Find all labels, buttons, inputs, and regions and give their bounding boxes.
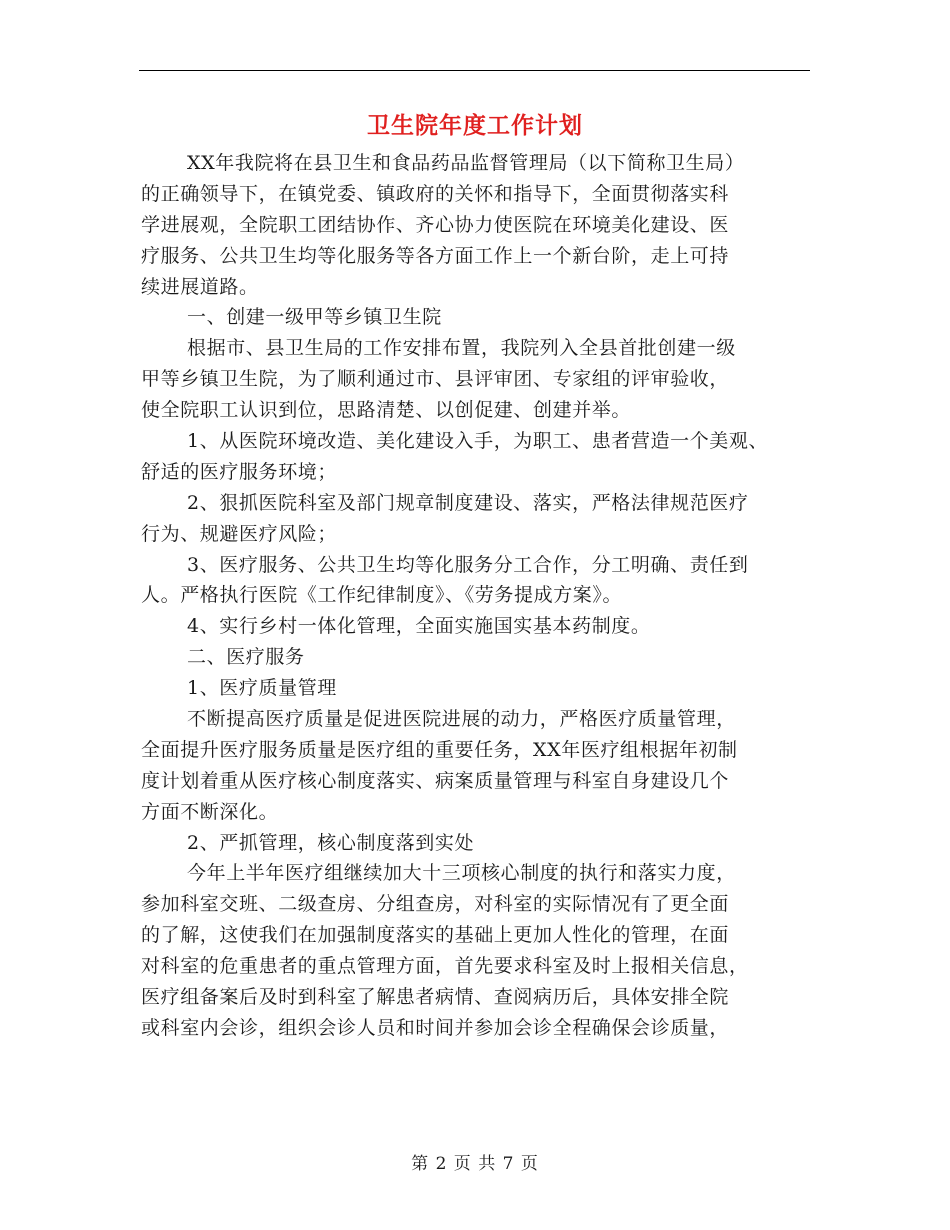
text-line: 续进展道路。 <box>141 275 259 298</box>
section-heading: 二、医疗服务 <box>187 646 305 669</box>
text-line: 或科室内会诊，组织会诊人员和时间并参加会诊全程确保会诊质量， <box>141 1016 730 1039</box>
section-heading: 一、创建一级甲等乡镇卫生院 <box>187 306 442 329</box>
text-line: 舒适的医疗服务环境； <box>141 460 338 483</box>
subsection-heading: 1、医疗质量管理 <box>187 677 337 700</box>
text-line: 今年上半年医疗组继续加大十三项核心制度的执行和落实力度， <box>187 862 736 885</box>
text-line: 4、实行乡村一体化管理，全面实施国实基本药制度。 <box>187 615 651 638</box>
page-number-footer: 第 2 页 共 7 页 <box>411 1154 539 1174</box>
text-line: 甲等乡镇卫生院，为了顺利通过市、县评审团、专家组的评审验收， <box>141 368 730 391</box>
document-body <box>141 148 816 1044</box>
text-line: 的正确领导下，在镇党委、镇政府的关怀和指导下，全面贯彻落实科 <box>141 182 730 205</box>
text-line: 对科室的危重患者的重点管理方面，首先要求科室及时上报相关信息， <box>141 955 749 978</box>
text-line: 行为、规避医疗风险； <box>141 522 338 545</box>
text-line: 根据市、县卫生局的工作安排布置，我院列入全县首批创建一级 <box>187 337 736 360</box>
text-line: 使全院职工认识到位，思路清楚、以创促建、创建并举。 <box>141 399 632 422</box>
subsection-heading: 2、严抓管理，核心制度落到实处 <box>187 831 475 854</box>
header-rule <box>139 70 810 71</box>
text-line: 不断提高医疗质量是促进医院进展的动力，严格医疗质量管理， <box>187 708 736 731</box>
text-line: XX年我院将在县卫生和食品药品监督管理局（以下简称卫生局） <box>187 152 745 174</box>
text-line: 度计划着重从医疗核心制度落实、病案质量管理与科室自身建设几个 <box>141 769 730 792</box>
text-line: 全面提升医疗服务质量是医疗组的重要任务，XX年医疗组根据年初制 <box>141 738 738 761</box>
text-line: 方面不断深化。 <box>141 800 279 823</box>
text-line: 1、从医院环境改造、美化建设入手，为职工、患者营造一个美观、 <box>187 430 769 453</box>
text-line: 的了解，这使我们在加强制度落实的基础上更加人性化的管理，在面 <box>141 924 730 947</box>
text-line: 医疗组备案后及时到科室了解患者病情、查阅病历后，具体安排全院 <box>141 986 730 1009</box>
text-line: 疗服务、公共卫生均等化服务等各方面工作上一个新台阶，走上可持 <box>141 244 730 267</box>
document-title: 卫生院年度工作计划 <box>367 112 583 139</box>
text-line: 参加科室交班、二级查房、分组查房，对科室的实际情况有了更全面 <box>141 893 730 916</box>
text-line: 人。严格执行医院《工作纪律制度》、《劳务提成方案》。 <box>141 584 623 607</box>
text-line: 3、医疗服务、公共卫生均等化服务分工合作，分工明确、责任到 <box>187 553 749 576</box>
text-line: 学进展观，全院职工团结协作、齐心协力使医院在环境美化建设、医 <box>141 213 730 236</box>
text-line: 2、狠抓医院科室及部门规章制度建设、落实，严格法律规范医疗 <box>187 491 749 514</box>
